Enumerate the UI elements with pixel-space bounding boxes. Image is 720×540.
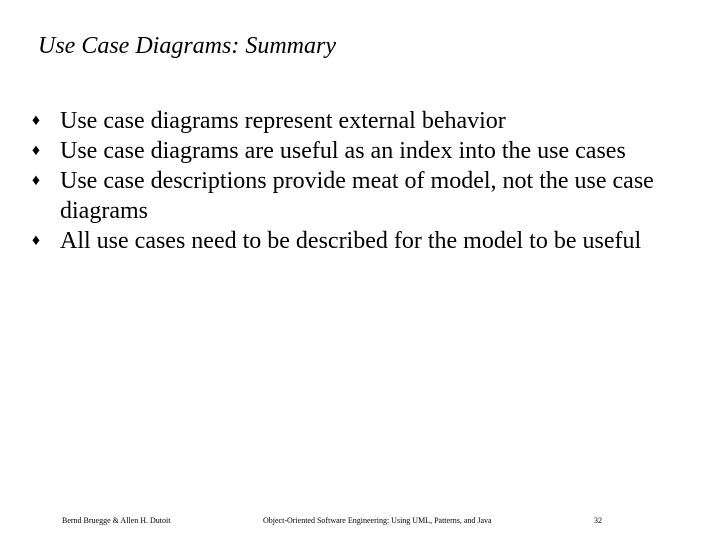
bullet-item — [30, 226, 690, 256]
footer-book-title: Object-Oriented Software Engineering: Using UML, Patterns, and Java — [263, 516, 492, 525]
bullet-text: Use case diagrams are useful as an index into the use cases — [60, 138, 626, 164]
bullet-text: Use case diagrams represent external behavior — [60, 108, 506, 134]
bullet-item — [30, 166, 690, 226]
diamond-bullet-icon: ♦ — [31, 232, 41, 249]
bullet-item — [30, 136, 690, 166]
footer-page-number: 32 — [594, 516, 602, 525]
bullet-text: Use case descriptions provide meat of model, not the use case diagrams — [60, 168, 654, 224]
bullet-text: All use cases need to be described for the model to be useful — [60, 228, 642, 254]
diamond-bullet-icon: ♦ — [31, 172, 41, 189]
bullet-item — [30, 106, 690, 136]
slide-title: Use Case Diagrams: Summary — [38, 33, 336, 59]
bullet-list — [30, 106, 690, 256]
footer-authors: Bernd Bruegge & Allen H. Dutoit — [62, 516, 171, 525]
diamond-bullet-icon: ♦ — [31, 112, 41, 129]
diamond-bullet-icon: ♦ — [31, 142, 41, 159]
